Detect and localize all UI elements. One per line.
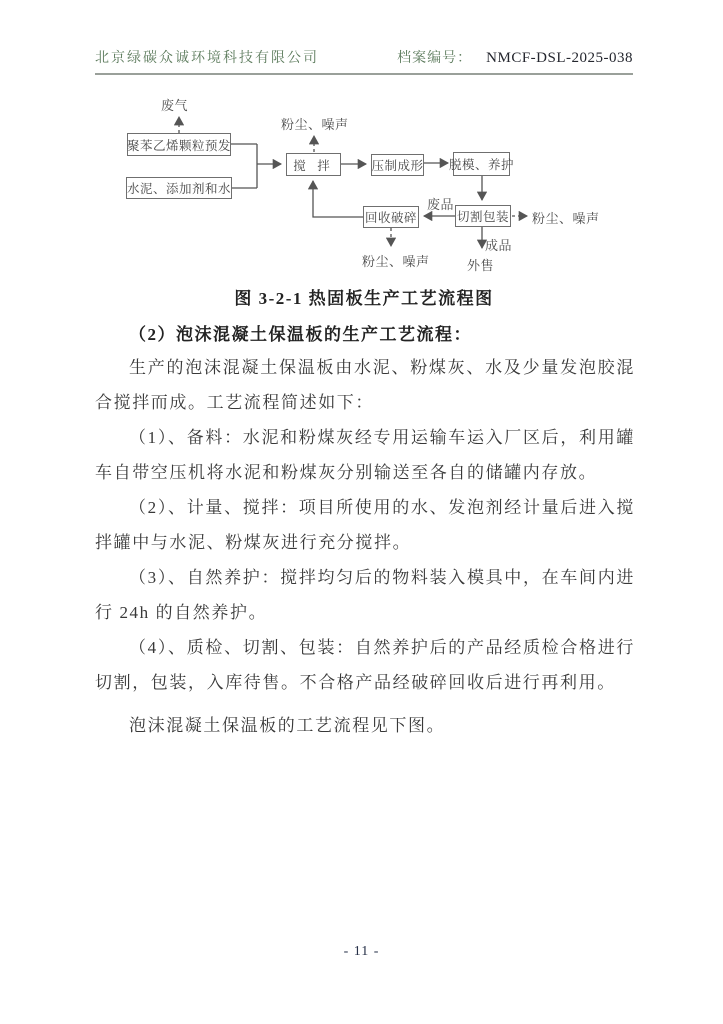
node-demolding-curing: 脱模、养护: [453, 152, 510, 176]
node-press-forming: 压制成形: [371, 154, 424, 176]
label-dust-noise-bottom: 粉尘、噪声: [362, 254, 430, 269]
page-header: [95, 0, 633, 75]
section-heading: （2）泡沫混凝土保温板的生产工艺流程：: [129, 325, 472, 344]
body-paragraph-6: 泡沫混凝土保温板的工艺流程见下图。: [129, 716, 446, 735]
body-paragraph-3: （2）、计量、搅拌：项目所使用的水、发泡剂经计量后进入搅拌罐中与水泥、粉煤灰进行充分搅拌。: [95, 498, 635, 552]
archive-number-value: NMCF-DSL-2025-038: [486, 50, 633, 66]
label-dust-noise-top: 粉尘、噪声: [281, 117, 349, 132]
body-text: [95, 350, 635, 743]
page-number: - 11 -: [343, 944, 380, 959]
label-waste-gas: 废气: [161, 98, 189, 113]
node-cement-additives-water: 水泥、添加剂和水: [126, 177, 232, 199]
body-paragraph-1: 生产的泡沫混凝土保温板由水泥、粉煤灰、水及少量发泡胶混合搅拌而成。工艺流程简述如下：: [95, 358, 635, 412]
label-finished-product: 成品: [485, 238, 513, 253]
company-name: 北京绿碳众诚环境科技有限公司: [95, 51, 319, 66]
node-mixing: 搅 拌: [286, 153, 341, 176]
archive-number-group: [397, 47, 633, 67]
label-dust-noise-right: 粉尘、噪声: [532, 211, 600, 226]
node-cutting-packaging: 切割包装: [455, 205, 511, 227]
body-paragraph-5: （4）、质检、切割、包装：自然养护后的产品经质检合格进行切割，包装，入库待售。不合格产品经破碎回收后进行再利用。: [95, 638, 635, 692]
body-paragraph-4: （3）、自然养护：搅拌均匀后的物料装入模具中，在车间内进行 24h 的自然养护。: [95, 568, 635, 622]
node-recycle-crushing: 回收破碎: [363, 206, 419, 228]
figure-caption: 图 3-2-1 热固板生产工艺流程图: [234, 289, 494, 308]
label-scrap: 废品: [427, 197, 455, 212]
body-paragraph-2: （1）、备料：水泥和粉煤灰经专用运输车运入厂区后，利用罐车自带空压机将水泥和粉煤灰分别输送至各自的储罐内存放。: [95, 428, 635, 482]
archive-number-label: 档案编号：: [397, 51, 473, 66]
node-polystyrene-pre-expansion: 聚苯乙烯颗粒预发: [127, 133, 231, 156]
label-external-sale: 外售: [467, 258, 495, 273]
process-flowchart: [95, 93, 638, 285]
